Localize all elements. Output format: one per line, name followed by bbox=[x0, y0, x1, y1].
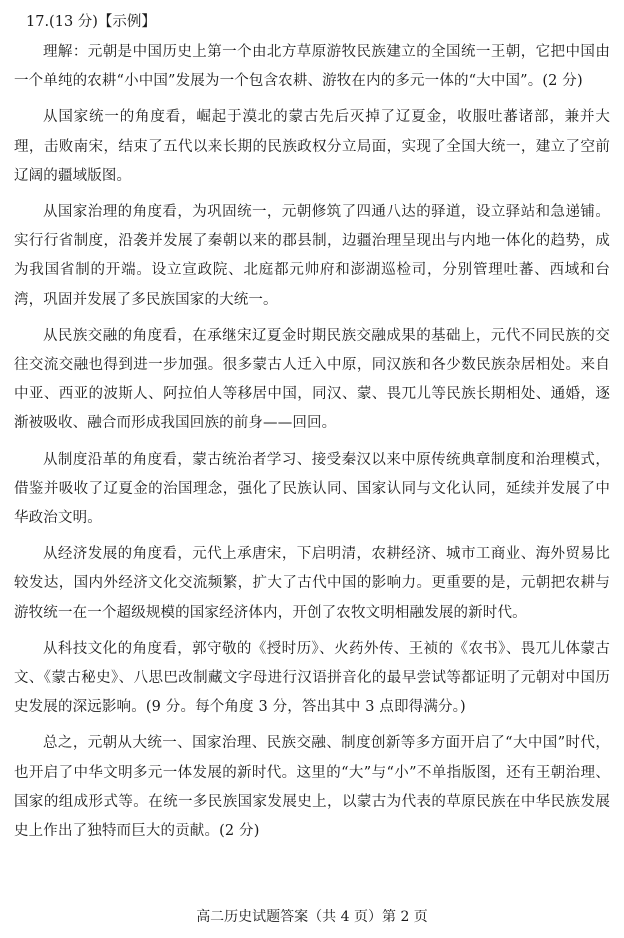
paragraph-understanding: 理解：元朝是中国历史上第一个由北方草原游牧民族建立的全国统一王朝，它把中国由一个单纯的农耕“小中国”发展为一个包含农耕、游牧在内的多元一体的“大中国”。(2 分) bbox=[14, 44, 610, 90]
paragraph-national-unity: 从国家统一的角度看，崛起于漠北的蒙古先后灭掉了辽夏金，收服吐蕃诸部，兼并大理，击败南宋，结束了五代以来长期的民族政权分立局面，实现了全国大统一，建立了空前辽阔的疆域版图。 bbox=[14, 109, 610, 184]
paragraph-science-culture: 从科技文化的角度看，郭守敬的《授时历》、火药外传、王祯的《农书》、畏兀儿体蒙古文、《蒙古秘史》、八思巴改制藏文字母进行汉语拼音化的最早尝试等都证明了元朝对中国历史发展的深远影响。(9 分。每个角度 3 分，答出其中 3 点即得满分。) bbox=[14, 640, 610, 716]
page-footer: 高二历史试题答案（共 4 页）第 2 页 bbox=[196, 909, 428, 925]
question-heading: 17.(13 分)【示例】 bbox=[26, 14, 156, 30]
paragraph-economic-development: 从经济发展的角度看，元代上承唐宋，下启明清，农耕经济、城市工商业、海外贸易比较发达，国内外经济文化交流频繁，扩大了古代中国的影响力。更重要的是，元朝把农耕与游牧统一在一个超级规模的国家经济体内，开创了农牧文明相融发展的新时代。 bbox=[14, 546, 610, 621]
paragraph-ethnic-integration: 从民族交融的角度看，在承继宋辽夏金时期民族交融成果的基础上，元代不同民族的交往交流交融也得到进一步加强。很多蒙古人迁入中原，同汉族和各少数民族杂居相处。来自中亚、西亚的波斯人、阿拉伯人等移居中国，同汉、蒙、畏兀儿等民族长期相处、通婚，逐渐被吸收、融合而形成我国回族的前身——回回。 bbox=[14, 327, 610, 432]
paragraph-institutional-evolution: 从制度沿革的角度看，蒙古统治者学习、接受秦汉以来中原传统典章制度和治理模式，借鉴并吸收了辽夏金的治国理念，强化了民族认同、国家认同与文化认同，延续并发展了中华政治文明。 bbox=[14, 451, 610, 527]
paragraph-state-governance: 从国家治理的角度看，为巩固统一，元朝修筑了四通八达的驿道，设立驿站和急递铺。实行行省制度，沿袭并发展了秦朝以来的郡县制，边疆治理呈现出与内地一体化的趋势，成为我国省制的开端。设立宣政院、北庭都元帅府和澎湖巡检司，分别管理吐蕃、西域和台湾，巩固并发展了多民族国家的大统一。 bbox=[14, 204, 610, 308]
paragraph-conclusion: 总之，元朝从大统一、国家治理、民族交融、制度创新等多方面开启了“大中国”时代，也开启了中华文明多元一体发展的新时代。这里的“大”与“小”不单指版图，还有王朝治理、国家的组成形式等。在统一多民族国家发展史上，以蒙古为代表的草原民族在中华民族发展史上作出了独特而巨大的贡献。(2 分) bbox=[14, 735, 610, 840]
